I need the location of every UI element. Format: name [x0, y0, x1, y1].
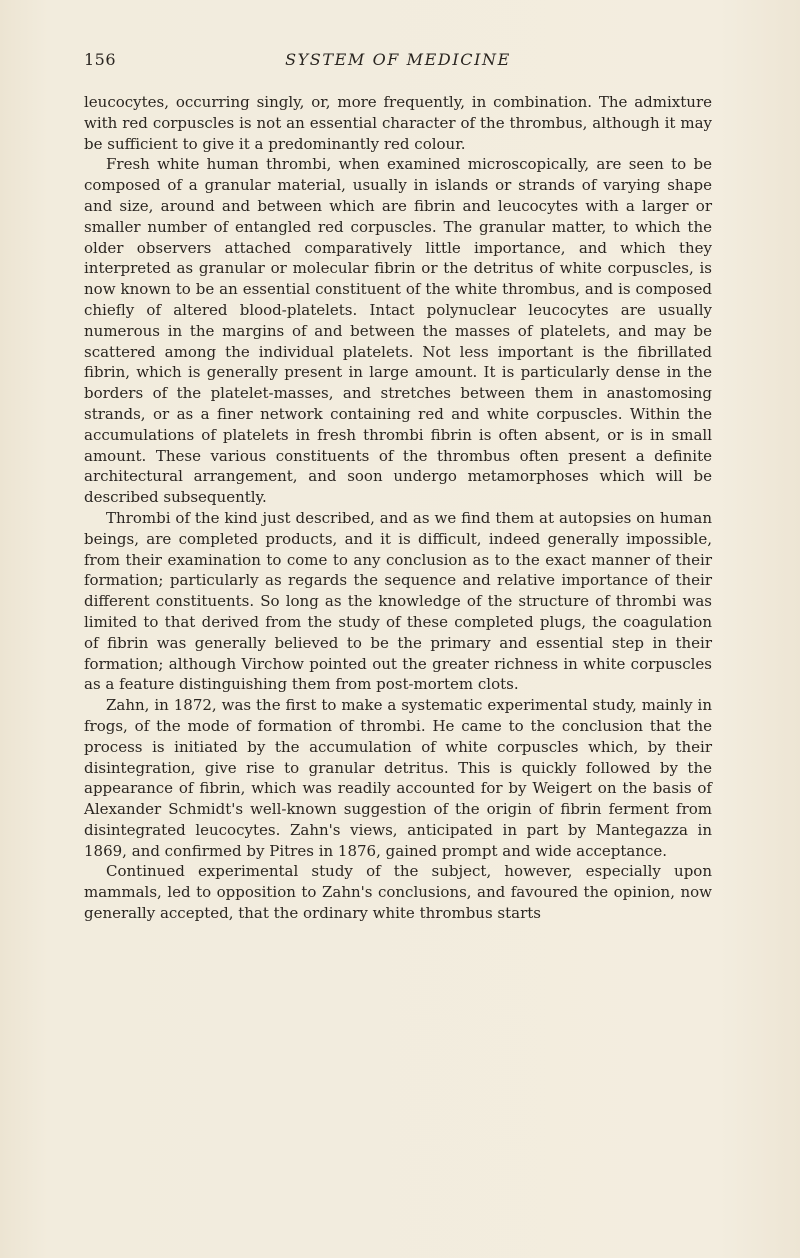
paragraph: Zahn, in 1872, was the first to make a systematic experimental study, mainly in frogs, of the mode of formation of thrombi. He came to the conclusion that the process is initiated by the accumulation of white corpuscles which, by their disintegration, give rise to granular detritus. This is quickly followed by the appearance of fibrin, which was readily accounted for by Weigert on the basis of Alexander Schmidt's well-known suggestion of the origin of fibrin ferment from disintegrated leucocytes. Zahn's views, anticipated in part by Mantegazza in 1869, and confirmed by Pitres in 1876, gained prompt and wide acceptance. [84, 696, 712, 860]
running-title: SYSTEM OF MEDICINE [285, 50, 511, 69]
body-text [84, 92, 712, 924]
paragraph: leucocytes, occurring singly, or, more frequently, in combination. The admixture with red corpuscles is not an essential character of the thrombus, although it may be sufficient to give it a predominantly red colour. [84, 93, 712, 153]
page-number: 156 [84, 50, 117, 69]
paragraph: Thrombi of the kind just described, and as we find them at autopsies on human beings, are completed products, and it is difficult, indeed generally impossible, from their examination to come to any conclusion as to the exact manner of their formation; particularly as regards the sequence and relative importance of their different constituents. So long as the knowledge of the structure of thrombi was limited to that derived from the study of these completed plugs, the coagulation of fibrin was generally believed to be the primary and essential step in their formation; although Virchow pointed out the greater richness in white corpuscles as a feature distinguishing them from post-mortem clots. [84, 508, 712, 694]
page-header [84, 50, 712, 76]
paragraph: Fresh white human thrombi, when examined microscopically, are seen to be composed of a granular material, usually in islands or strands of varying shape and size, around and between which are fibrin and leucocytes with a larger or smaller number of entangled red corpuscles. The granular matter, to which the older observers attached comparatively little importance, and which they interpreted as granular or molecular fibrin or the detritus of white corpuscles, is now known to be an essential constituent of the white thrombus, and is composed chiefly of altered blood-platelets. Intact polynuclear leucocytes are usually numerous in the margins of and between the masses of platelets, and may be scattered among the individual platelets. Not less important is the fibrillated fibrin, which is generally present in large amount. It is particularly dense in the borders of the platelet-masses, and stretches between them in anastomosing strands, or as a finer network containing red and white corpuscles. Within the accumulations of platelets in fresh thrombi fibrin is often absent, or is in small amount. These various constituents of the thrombus often present a definite architectural arrangement, and soon undergo metamorphoses which will be described subsequently. [84, 155, 712, 507]
paragraph: Continued experimental study of the subject, however, especially upon mammals, led to opposition to Zahn's conclusions, and favoured the opinion, now generally accepted, that the ordinary white thrombus starts [84, 862, 712, 923]
